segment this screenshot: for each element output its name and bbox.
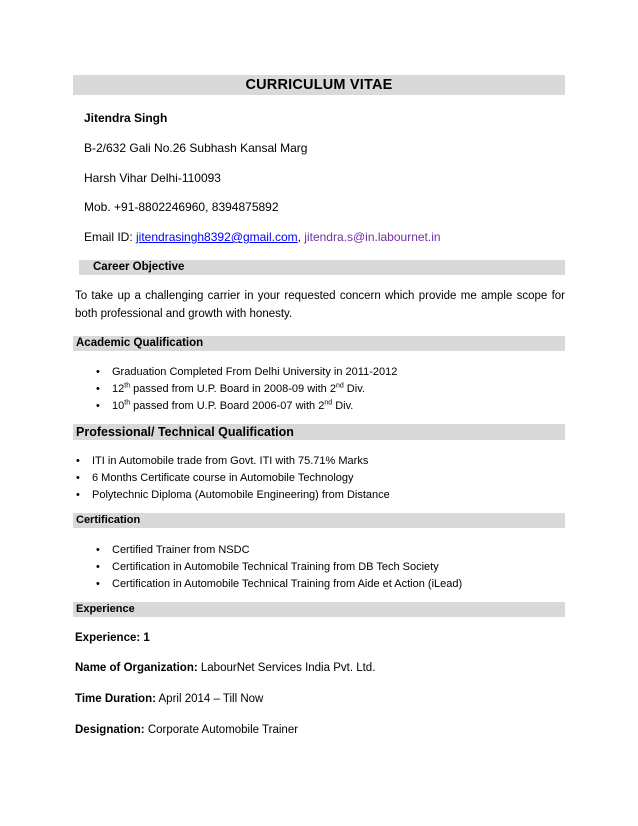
list-item: • Certification in Automobile Technical Training from DB Tech Society — [112, 559, 462, 576]
organization-value: LabourNet Services India Pvt. Ltd. — [197, 662, 376, 674]
address-line-1: B-2/632 Gali No.26 Subhash Kansal Marg — [84, 141, 308, 155]
list-item: • Polytechnic Diploma (Automobile Engineering) from Distance — [92, 487, 390, 504]
section-header-academic — [73, 336, 565, 351]
bullet-icon: • — [96, 578, 100, 590]
email-separator: , — [297, 230, 305, 244]
email-secondary: jitendra.s@in.labournet.in — [304, 230, 441, 244]
list-item: • Certified Trainer from NSDC — [112, 542, 462, 559]
bullet-icon: • — [96, 366, 100, 378]
bullet-icon: • — [76, 472, 80, 484]
experience-count: Experience: 1 — [75, 632, 150, 644]
list-item: • Graduation Completed From Delhi University in 2011-2012 — [112, 364, 397, 381]
list-item: • Certification in Automobile Technical Training from Aide et Action (iLead) — [112, 576, 462, 593]
section-header-experience — [73, 602, 565, 617]
designation-label: Designation: — [75, 724, 145, 736]
bullet-icon: • — [76, 489, 80, 501]
experience-heading: Experience — [76, 603, 135, 615]
academic-list — [96, 364, 398, 415]
bullet-icon: • — [96, 561, 100, 573]
certification-heading: Certification — [76, 514, 141, 526]
career-objective-heading: Career Objective — [93, 261, 185, 273]
email-line — [84, 230, 441, 244]
certification-list — [96, 542, 463, 593]
academic-heading: Academic Qualification — [76, 337, 204, 349]
organization-label: Name of Organization: — [75, 662, 198, 674]
bullet-icon: • — [96, 544, 100, 556]
duration-label: Time Duration: — [75, 693, 156, 705]
list-item: • 6 Months Certificate course in Automobile Technology — [92, 470, 390, 487]
cv-title: CURRICULUM VITAE — [73, 75, 565, 95]
candidate-name: Jitendra Singh — [84, 111, 168, 125]
section-header-career-objective — [79, 260, 565, 275]
designation-row — [75, 724, 298, 736]
duration-value: April 2014 – Till Now — [155, 693, 264, 705]
designation-value: Corporate Automobile Trainer — [144, 724, 299, 736]
career-objective-text: To take up a challenging carrier in your requested concern which provide me ample scope for both professional and growth with honesty. — [75, 290, 565, 320]
bullet-icon: • — [96, 400, 100, 412]
bullet-icon: • — [96, 383, 100, 395]
section-header-professional — [73, 424, 565, 440]
section-header-certification — [73, 513, 565, 528]
email-primary-link[interactable]: jitendrasingh8392@gmail.com — [136, 230, 298, 244]
mobile-numbers: Mob. +91-8802246960, 8394875892 — [84, 200, 279, 214]
professional-heading: Professional/ Technical Qualification — [76, 425, 294, 439]
bullet-icon: • — [76, 455, 80, 467]
list-item: • 10th passed from U.P. Board 2006-07 with 2nd Div. — [112, 398, 397, 415]
list-item: • ITI in Automobile trade from Govt. ITI with 75.71% Marks — [92, 453, 390, 470]
organization-row — [75, 662, 375, 674]
email-label: Email ID: — [84, 230, 137, 244]
professional-list — [76, 453, 390, 504]
address-line-2: Harsh Vihar Delhi-110093 — [84, 171, 221, 185]
duration-row — [75, 693, 263, 705]
list-item: • 12th passed from U.P. Board in 2008-09 with 2nd Div. — [112, 381, 397, 398]
